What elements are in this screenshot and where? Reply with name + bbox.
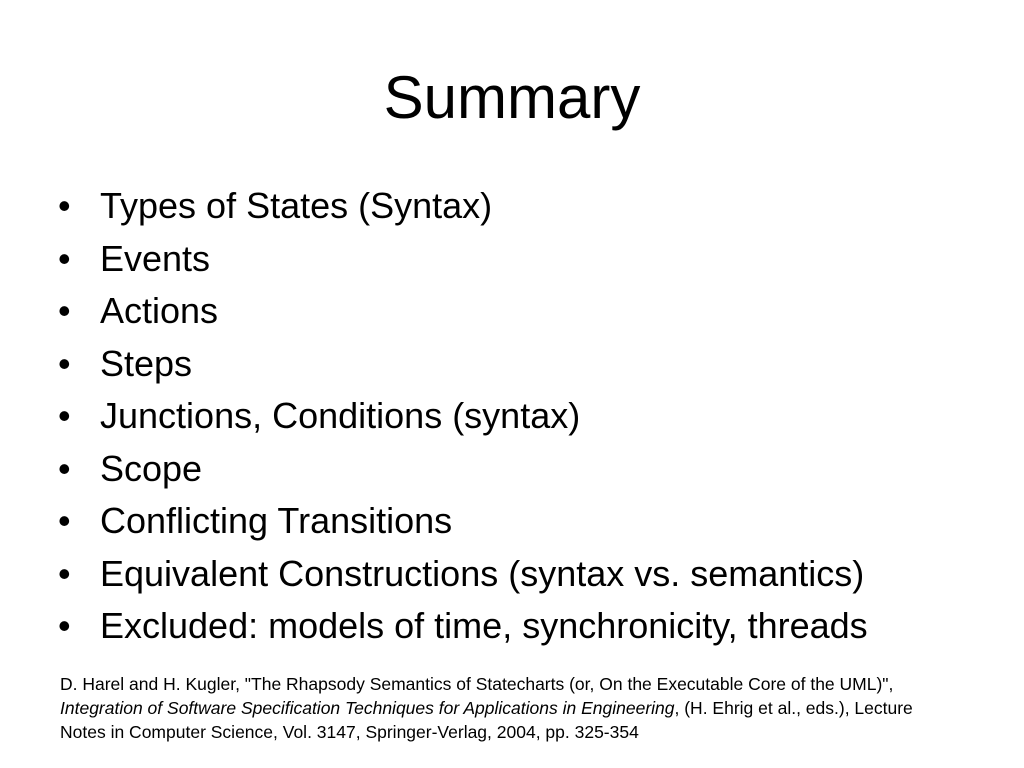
bullet-item bbox=[58, 338, 868, 391]
bullet-icon: • bbox=[58, 552, 71, 594]
bullet-item bbox=[58, 390, 868, 443]
bullet-icon: • bbox=[58, 342, 71, 384]
bullet-icon: • bbox=[58, 500, 71, 541]
reference-citation bbox=[60, 672, 960, 744]
bullet-text: Equivalent Constructions (syntax vs. semantics) bbox=[100, 552, 865, 594]
bullet-text: Steps bbox=[100, 342, 193, 384]
reference-text-after: , (H. Ehrig et al., eds.), Lecture Notes in Computer Science, Vol. 3147, Springer-Verlag, 2004, pp. 325-354 bbox=[60, 698, 913, 742]
bullet-item bbox=[58, 495, 868, 548]
bullet-text: Events bbox=[100, 237, 211, 279]
bullet-item bbox=[58, 600, 868, 653]
bullet-icon: • bbox=[58, 185, 71, 226]
bullet-icon: • bbox=[58, 237, 71, 279]
bullet-icon: • bbox=[58, 447, 71, 489]
reference-text-before: D. Harel and H. Kugler, "The Rhapsody Semantics of Statecharts (or, On the Executable Core of the UML)", bbox=[60, 674, 894, 694]
bullet-icon: • bbox=[58, 290, 71, 331]
bullet-icon: • bbox=[58, 395, 71, 436]
bullet-text: Conflicting Transitions bbox=[100, 500, 453, 541]
bullet-text: Junctions, Conditions (syntax) bbox=[100, 395, 581, 436]
reference-book-title: Integration of Software Specification Techniques for Applications in Engineering bbox=[60, 698, 675, 718]
bullet-text: Actions bbox=[100, 290, 219, 331]
bullet-item bbox=[58, 180, 868, 233]
bullet-item bbox=[58, 233, 868, 286]
bullet-item bbox=[58, 548, 868, 601]
slide-title: Summary bbox=[383, 64, 641, 131]
bullet-list bbox=[58, 180, 868, 653]
bullet-text: Excluded: models of time, synchronicity, threads bbox=[100, 605, 868, 646]
bullet-item bbox=[58, 285, 868, 338]
bullet-icon: • bbox=[58, 605, 71, 646]
bullet-item bbox=[58, 443, 868, 496]
bullet-text: Types of States (Syntax) bbox=[100, 185, 493, 226]
bullet-text: Scope bbox=[100, 447, 203, 489]
